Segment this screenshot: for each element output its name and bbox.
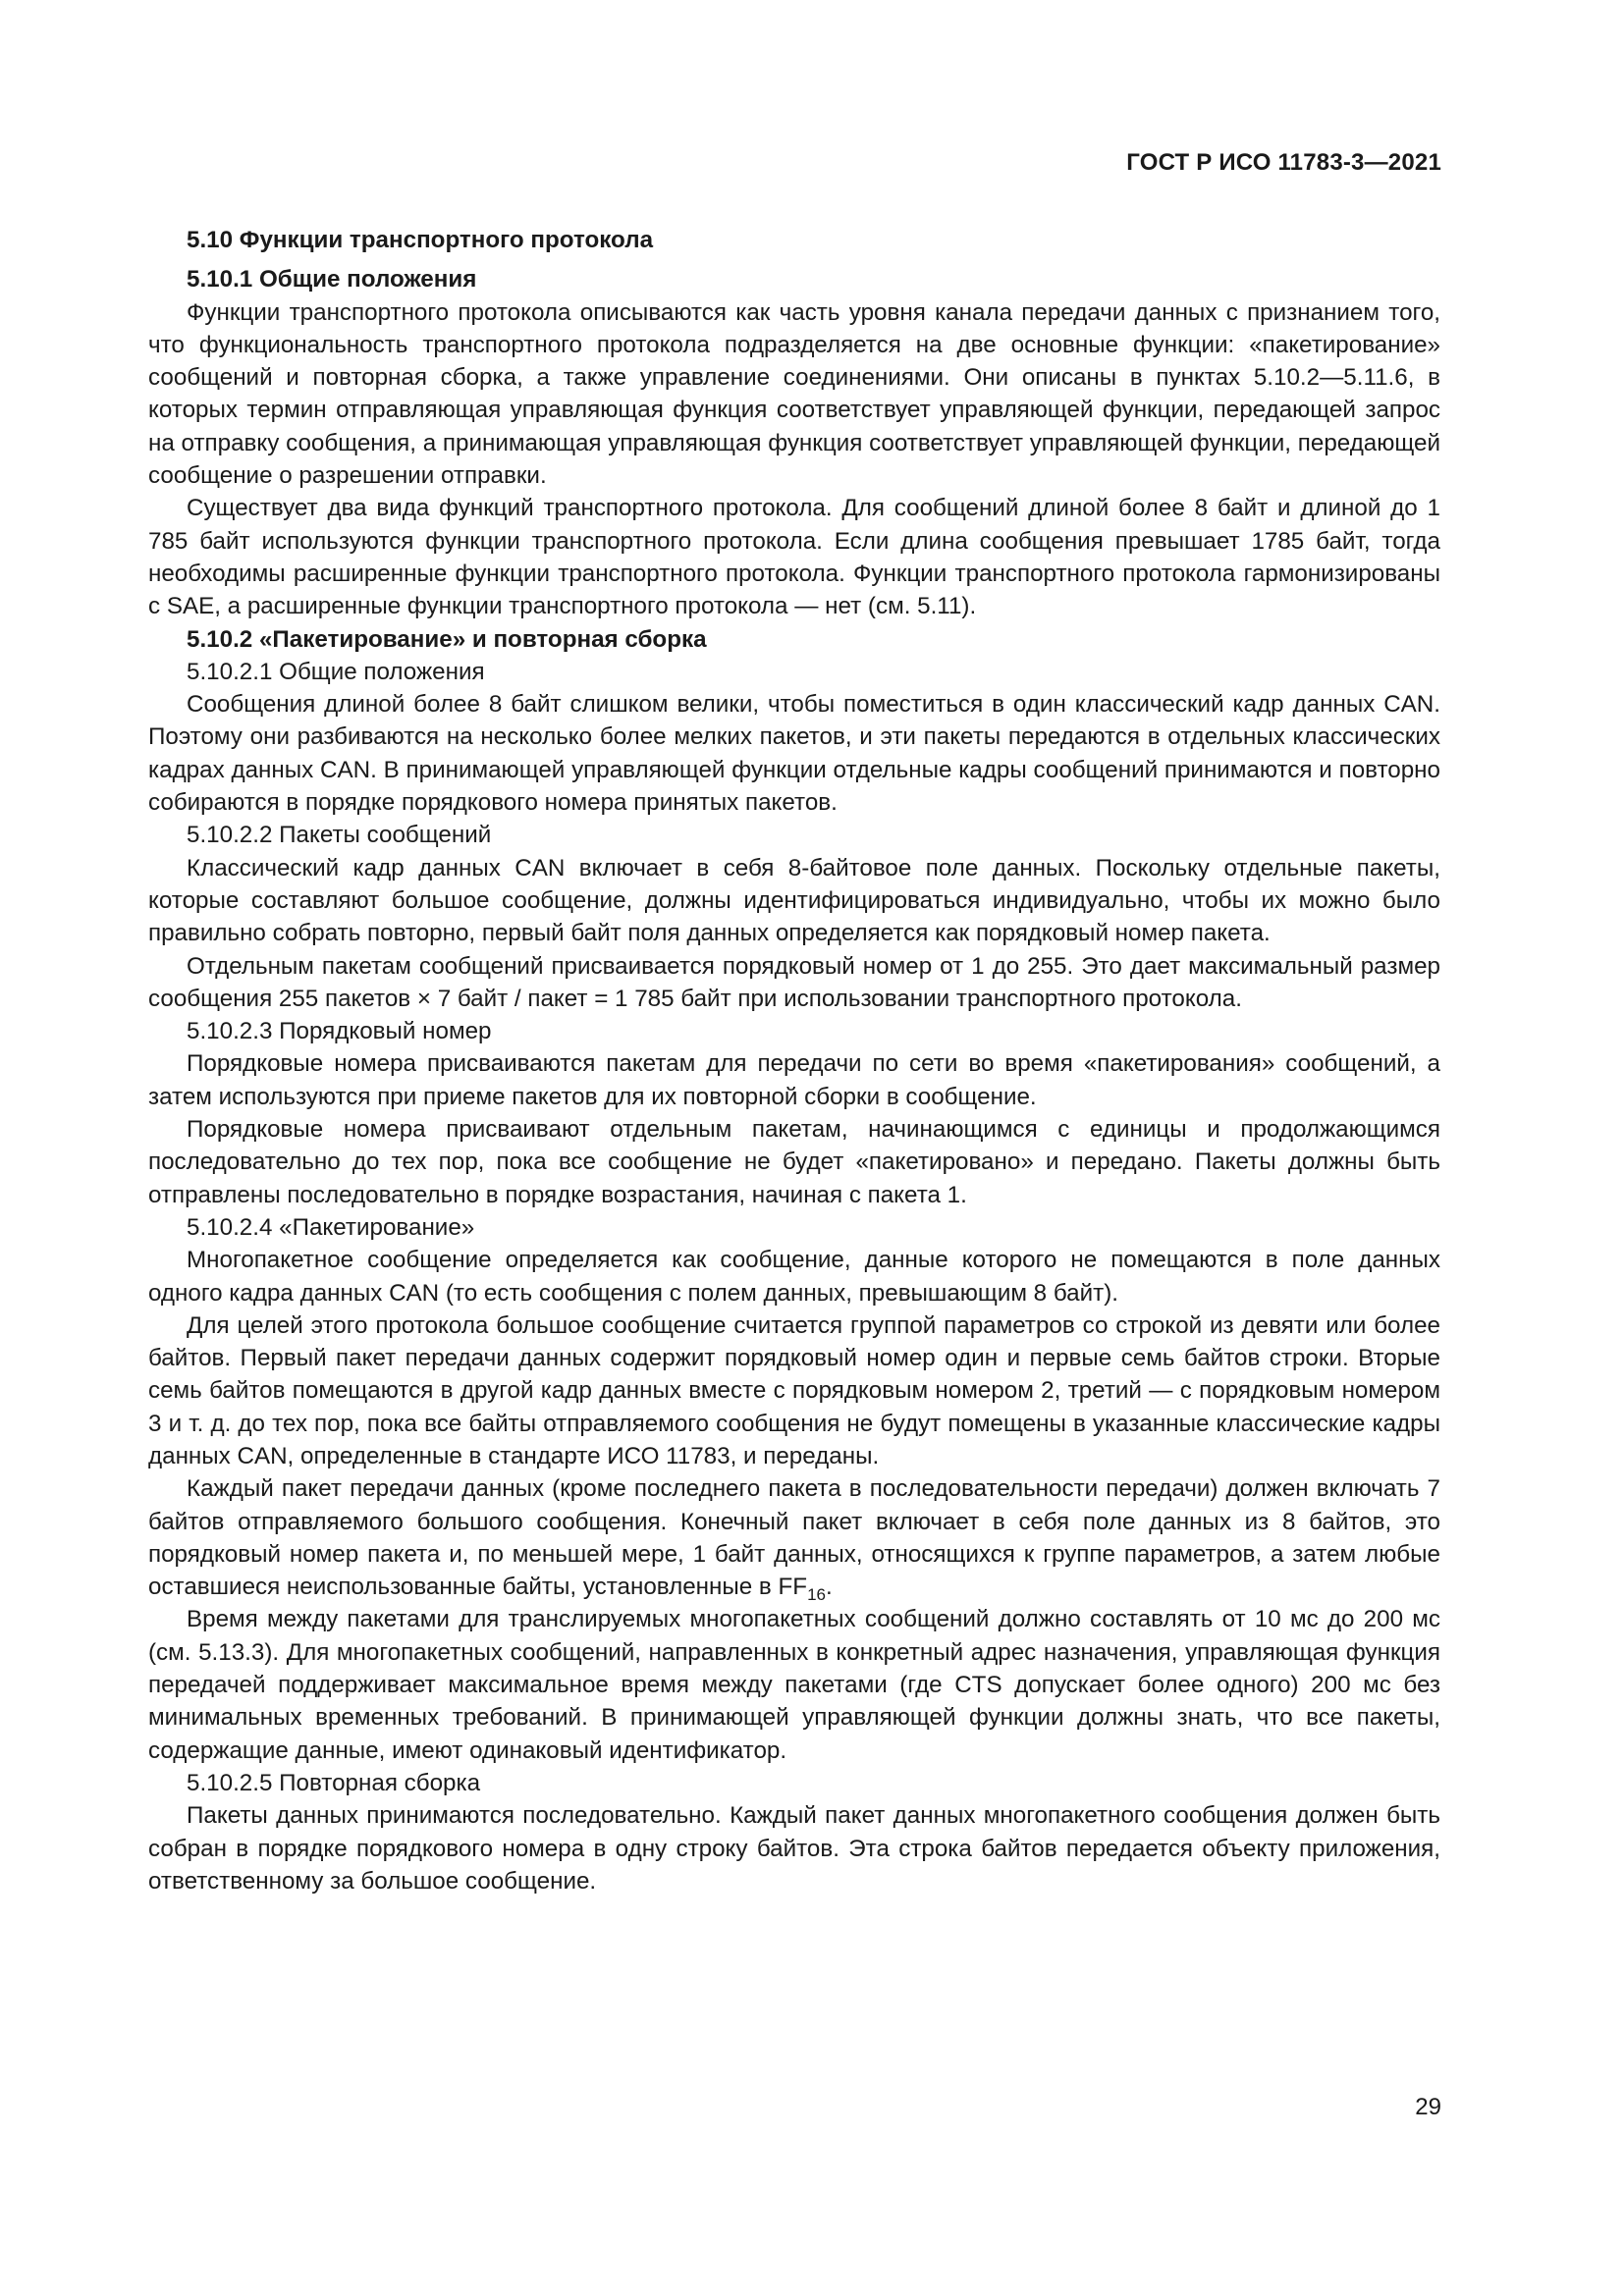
section-5-10-2-3-title: 5.10.2.3 Порядковый номер <box>187 1018 492 1045</box>
paragraph: Существует два вида функций транспортного протокола. Для сообщений длиной более 8 байт и длиной до 1 785 байт используются функции транспортного протокола. Если длина сообщения превышает 1785 байт, тогда необходимы расширенные функции транспортного протокола. Функции транспортного протокола гармонизированы с SAE, а расширенные функции транспортного протокола — нет (см. 5.11). <box>148 495 1440 620</box>
page-number: 29 <box>1415 2094 1441 2120</box>
section-5-10-2-title: 5.10.2 «Пакетирование» и повторная сборка <box>187 625 707 653</box>
section-5-10-2-1-title: 5.10.2.1 Общие положения <box>187 658 485 685</box>
subscript: 16 <box>807 1585 826 1605</box>
paragraph: Пакеты данных принимаются последовательно. Каждый пакет данных многопакетного сообщения должен быть собран в порядке порядкового номера в одну строку байтов. Эта строка байтов передается объекту приложения, ответственному за большое сообщение. <box>148 1802 1440 1895</box>
document-body <box>148 224 1440 1897</box>
paragraph <box>148 1472 1440 1603</box>
section-5-10-2-5-title: 5.10.2.5 Повторная сборка <box>187 1769 481 1796</box>
section-5-10-1-title: 5.10.1 Общие положения <box>187 266 477 294</box>
paragraph-text: Каждый пакет передачи данных (кроме последнего пакета в последовательности передачи) должен включать 7 байтов отправляемого большого сообщения. Конечный пакет включает в себя поле данных из 8 байтов, это порядковый номер пакета и, по меньшей мере, 1 байт данных, относящихся к группе параметров, а затем любые оставшиеся неиспользованные байты, установленные в FF <box>148 1475 1440 1601</box>
paragraph: Отдельным пакетам сообщений присваивается порядковый номер от 1 до 255. Это дает максимальный размер сообщения 255 пакетов × 7 байт / пакет = 1 785 байт при использовании транспортного протокола. <box>148 952 1440 1012</box>
paragraph: Для целей этого протокола большое сообщение считается группой параметров со строкой из девяти или более байтов. Первый пакет передачи данных содержит порядковый номер один и первые семь байтов строки. Вторые семь байтов помещаются в другой кадр данных вместе с порядковым номером 2, третий — с порядковым номером 3 и т. д. до тех пор, пока все байты отправляемого сообщения не будут помещены в указанные классические кадры данных CAN, определенные в стандарте ИСО 11783, и переданы. <box>148 1311 1440 1469</box>
document-header: ГОСТ Р ИСО 11783-3—2021 <box>1126 149 1441 176</box>
section-5-10-2-2-title: 5.10.2.2 Пакеты сообщений <box>187 822 492 849</box>
paragraph: Функции транспортного протокола описываются как часть уровня канала передачи данных с признанием того, что функциональность транспортного протокола подразделяется на две основные функции: «пакетирование» сообщений и повторная сборка, а также управление соединениями. Они описаны в пунктах 5.10.2—5.11.6, в которых термин отправляющая управляющая функция соответствует управляющей функции, передающей запрос на отправку сообщения, а принимающая управляющая функция соответствует управляющей функции, передающей сообщение о разрешении отправки. <box>148 298 1440 490</box>
section-5-10-title: 5.10 Функции транспортного протокола <box>187 227 654 253</box>
section-5-10-2-4-title: 5.10.2.4 «Пакетирование» <box>187 1213 475 1241</box>
paragraph: Классический кадр данных CAN включает в себя 8-байтовое поле данных. Поскольку отдельные пакеты, которые составляют большое сообщение, должны идентифицироваться индивидуально, чтобы их можно было правильно собрать повторно, первый байт поля данных определяется как порядковый номер пакета. <box>148 854 1440 947</box>
paragraph: Многопакетное сообщение определяется как сообщение, данные которого не помещаются в поле данных одного кадра данных CAN (то есть сообщения с полем данных, превышающим 8 байт). <box>148 1247 1440 1307</box>
paragraph-end: . <box>825 1574 833 1601</box>
paragraph: Сообщения длиной более 8 байт слишком велики, чтобы поместиться в один классический кадр данных CAN. Поэтому они разбиваются на несколько более мелких пакетов, и эти пакеты передаются в отдельных классических кадрах данных CAN. В принимающей управляющей функции отдельные кадры сообщений принимаются и повторно собираются в порядке порядкового номера принятых пакетов. <box>148 691 1440 817</box>
paragraph: Время между пакетами для транслируемых многопакетных сообщений должно составлять от 10 мс до 200 мс (см. 5.13.3). Для многопакетных сообщений, направленных в конкретный адрес назначения, управляющая функция передачей поддерживает максимальное время между пакетами (где CTS допускает более одного) 200 мс без минимальных временных требований. В принимающей управляющей функции должны знать, что все пакеты, содержащие данные, имеют одинаковый идентификатор. <box>148 1606 1440 1764</box>
paragraph: Порядковые номера присваивают отдельным пакетам, начинающимся с единицы и продолжающимся последовательно до тех пор, пока все сообщение не будет «пакетировано» и передано. Пакеты должны быть отправлены последовательно в порядке возрастания, начиная с пакета 1. <box>148 1116 1440 1208</box>
paragraph: Порядковые номера присваиваются пакетам для передачи по сети во время «пакетирования» сообщений, а затем используются при приеме пакетов для их повторной сборки в сообщение. <box>148 1050 1440 1110</box>
